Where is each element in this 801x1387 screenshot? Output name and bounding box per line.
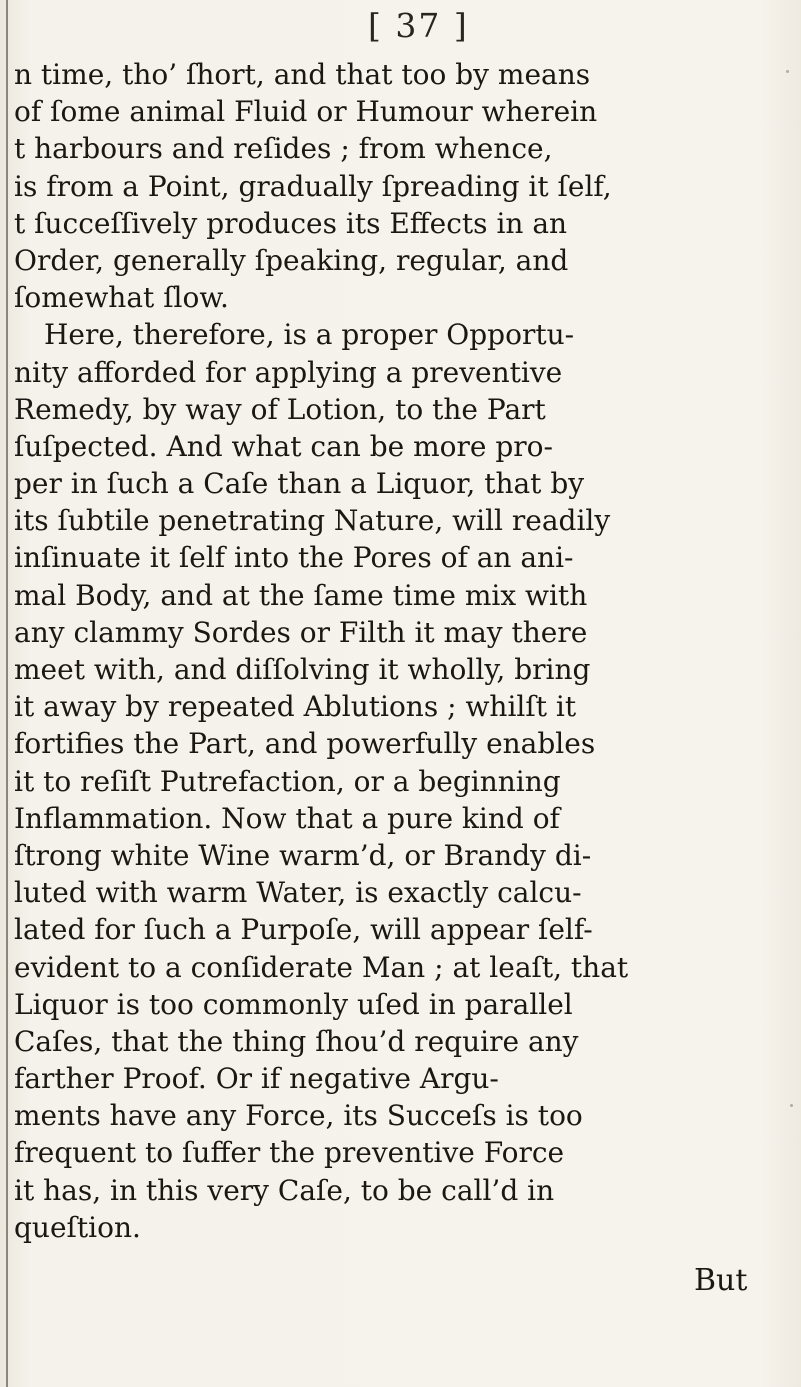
text-line: luted with warm Water, is exactly calcu- [14,876,582,910]
text-line: fortifies the Part, and powerfully enables [14,727,596,761]
text-line: ſtrong white Wine warm’d, or Brandy di- [14,838,592,872]
text-line: ſomewhat ſlow. [14,281,229,315]
text-line: mal Body, and at the ſame time mix with [14,578,588,612]
text-line: t ſucceſſively produces its Effects in an [14,206,568,240]
paragraph-start-line: Here, therefore, is a proper Opportu- [44,318,575,352]
page-gutter-edge [6,0,8,1387]
text-line: nity afforded for applying a preventive [14,355,563,389]
paper-speck [790,1104,793,1107]
text-line: of ſome animal Fluid or Humour wherein [14,95,598,129]
text-line: per in ſuch a Caſe than a Liquor, that by [14,467,585,501]
catchword: But [694,1263,748,1298]
text-line: Inflammation. Now that a pure kind of [14,801,560,835]
text-line: n time, tho’ ſhort, and that too by means [14,58,591,91]
paper-speck [786,70,789,73]
text-line: queſtion. [14,1210,141,1244]
text-line: is from a Point, gradually ſpreading it ſelf, [14,169,612,203]
text-line: meet with, and diſſolving it wholly, bring [14,653,591,686]
text-line: frequent to ſuffer the preventive Force [14,1136,565,1170]
text-line: Remedy, by way of Lotion, to the Part [14,392,546,426]
text-line: any clammy Sordes or Filth it may there [14,615,588,649]
text-line: Caſes, that the thing ſhou’d require any [14,1024,579,1058]
text-line: lated for ſuch a Purpoſe, will appear ſelf- [14,913,593,947]
text-line: it to reſiſt Putrefaction, or a beginning [14,764,561,798]
text-line: Order, generally ſpeaking, regular, and [14,243,569,277]
text-line: inſinuate it ſelf into the Pores of an ani- [14,541,574,575]
text-line: Liquor is too commonly uſed in parallel [14,987,573,1021]
page-number-header: [ 37 ] [368,6,469,45]
text-line: ments have any Force, its Succeſs is too [14,1099,583,1133]
text-line: it has, in this very Caſe, to be call’d in [14,1173,555,1207]
body-text [14,56,776,1246]
text-line: its ſubtile penetrating Nature, will readily [14,504,611,538]
text-line: farther Proof. Or if negative Argu- [14,1062,499,1096]
text-line: t harbours and reſides ; from whence, [14,132,553,166]
text-line: it away by repeated Ablutions ; whilſt it [14,690,577,724]
text-line: ſuſpected. And what can be more pro- [14,429,553,463]
text-line: evident to a conſiderate Man ; at leaſt, that [14,950,629,984]
